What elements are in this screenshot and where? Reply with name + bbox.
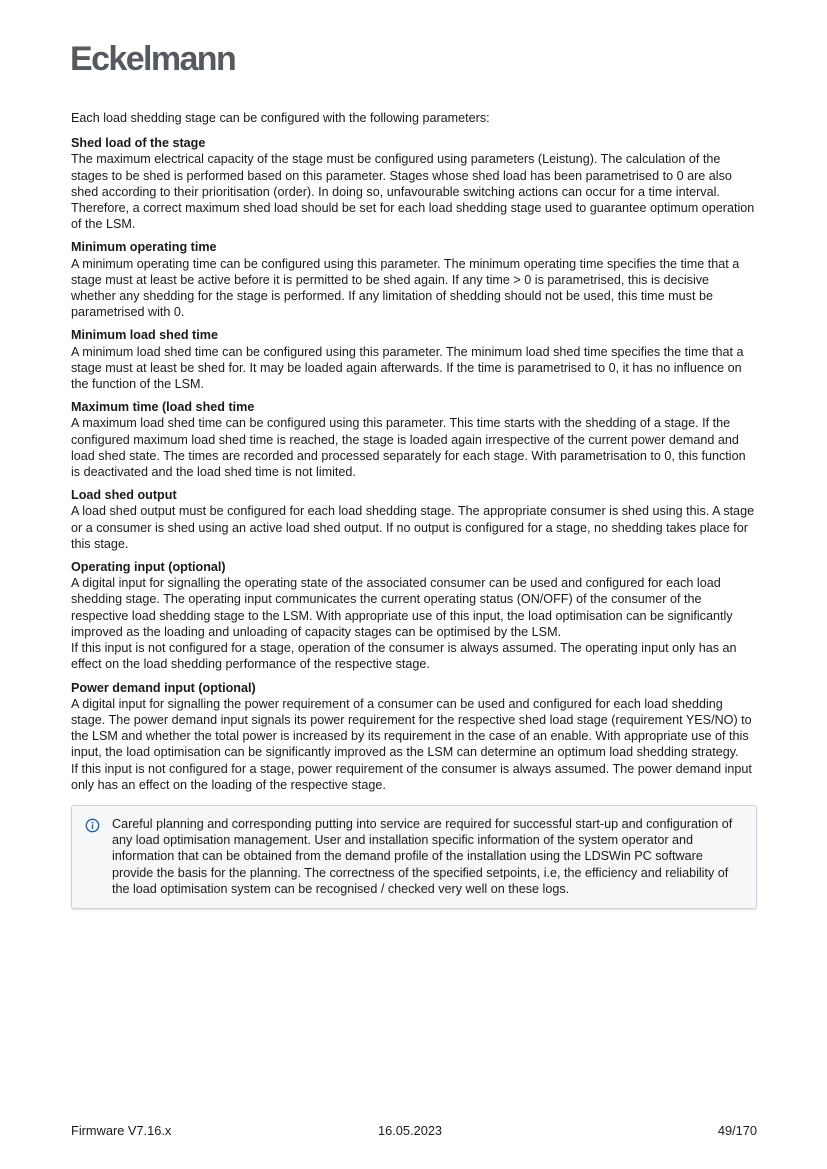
section-minimum-operating-time bbox=[71, 239, 757, 320]
section-heading: Shed load of the stage bbox=[71, 136, 206, 151]
section-heading: Maximum time (load shed time bbox=[71, 400, 255, 415]
section-minimum-load-shed-time bbox=[71, 327, 757, 392]
section-maximum-time bbox=[71, 399, 757, 480]
section-heading: Power demand input (optional) bbox=[71, 680, 256, 695]
section-heading: Load shed output bbox=[71, 488, 177, 503]
section-heading: Minimum operating time bbox=[71, 240, 217, 255]
intro-text: Each load shedding stage can be configured with the following parameters: bbox=[71, 111, 490, 125]
section-paragraph: If this input is not configured for a stage, power requirement of the consumer is always assumed. The power demand input only has an effect on the loading of the respective stage. bbox=[71, 761, 752, 792]
section-shed-load bbox=[71, 135, 757, 232]
section-load-shed-output bbox=[71, 487, 757, 552]
section-paragraph: A minimum operating time can be configured using this parameter. The minimum operating time specifies the time that a stage must at least be active before it is permitted to be shed again. If any time > 0 is parametrised, this is decisive whether any shedding for the stage is performed. If any limitation of shedding should not be used, this time must be parametrised with 0. bbox=[71, 256, 740, 320]
section-paragraph: A minimum load shed time can be configured using this parameter. The minimum load shed time specifies the time that a stage must at least be shed for. It may be loaded again afterwards. If the time is parametrised to 0, it has no influence on the function of the LSM. bbox=[71, 344, 744, 392]
section-paragraph: The maximum electrical capacity of the stage must be configured using parameters (Leistung). The calculation of the stages to be shed is performed based on this parameter. Stages whose shed load has been parametrised to 0 are also shed according to their prioritisation (order). In doing so, unfavourable switching actions can occur for a time interval. Therefore, a correct maximum shed load should be set for each load shedding stage used to guarantee optimum operation of the LSM. bbox=[71, 152, 755, 232]
section-paragraph: A load shed output must be configured for each load shedding stage. The appropriate consumer is shed using this. A stage or a consumer is shed using an active load shed output. If no output is configured for a stage, no shedding takes place for this stage. bbox=[71, 504, 755, 551]
section-paragraph: A maximum load shed time can be configured using this parameter. This time starts with the shedding of a stage. If the configured maximum load shed time is reached, the stage is loaded again irrespective of the current power demand and load shed state. The times are recorded and processed separately for each stage. With parametrisation to 0, this function is deactivated and the load shed time is not limited. bbox=[71, 416, 746, 480]
document-date: 16.05.2023 bbox=[378, 1123, 443, 1138]
section-power-demand-input bbox=[71, 680, 757, 793]
firmware-version: Firmware V7.16.x bbox=[71, 1123, 172, 1138]
section-heading: Minimum load shed time bbox=[71, 328, 218, 343]
section-heading: Operating input (optional) bbox=[71, 560, 226, 575]
info-icon bbox=[85, 818, 100, 833]
section-operating-input bbox=[71, 559, 757, 672]
section-paragraph: A digital input for signalling the power requirement of a consumer can be used and configured for each load shedding stage. The power demand input signals its power requirement for the respective shed load stage (requirement YES/NO) to the LSM and whether the total power is increased by its requirement in the case of an enable. With appropriate use of this input, the load optimisation can be significantly improved as the LSM can determine an optimum load shedding strategy. bbox=[71, 696, 752, 760]
page-content bbox=[71, 110, 757, 909]
section-paragraph: If this input is not configured for a stage, operation of the consumer is always assumed. The operating input only has an effect on the load shedding performance of the respective stage. bbox=[71, 641, 737, 672]
section-paragraph: A digital input for signalling the operating state of the associated consumer can be used and configured for each load shedding stage. The operating input communicates the current operating status (ON/OFF) of the consumer of the respective load shedding stage to the LSM. With appropriate use of this input, the load optimisation can be significantly improved as the loading and unloading of capacity stages can be optimised by the LSM. bbox=[71, 576, 733, 639]
company-logo: Eckelmann bbox=[70, 40, 236, 78]
page-number: 49/170 bbox=[717, 1123, 757, 1138]
info-note-box bbox=[71, 805, 757, 909]
page-footer bbox=[71, 1123, 757, 1139]
note-text: Careful planning and corresponding putting into service are required for successful start-up and configuration of any load optimisation management. User and installation specific information of the system operator and information that can be obtained from the demand profile of the installation using the LDSWin PC software provide the basis for the planning. The correctness of the specified setpoints, i.e, the efficiency and reliability of the load optimisation system can be recognised / checked very well on these logs. bbox=[112, 816, 733, 896]
